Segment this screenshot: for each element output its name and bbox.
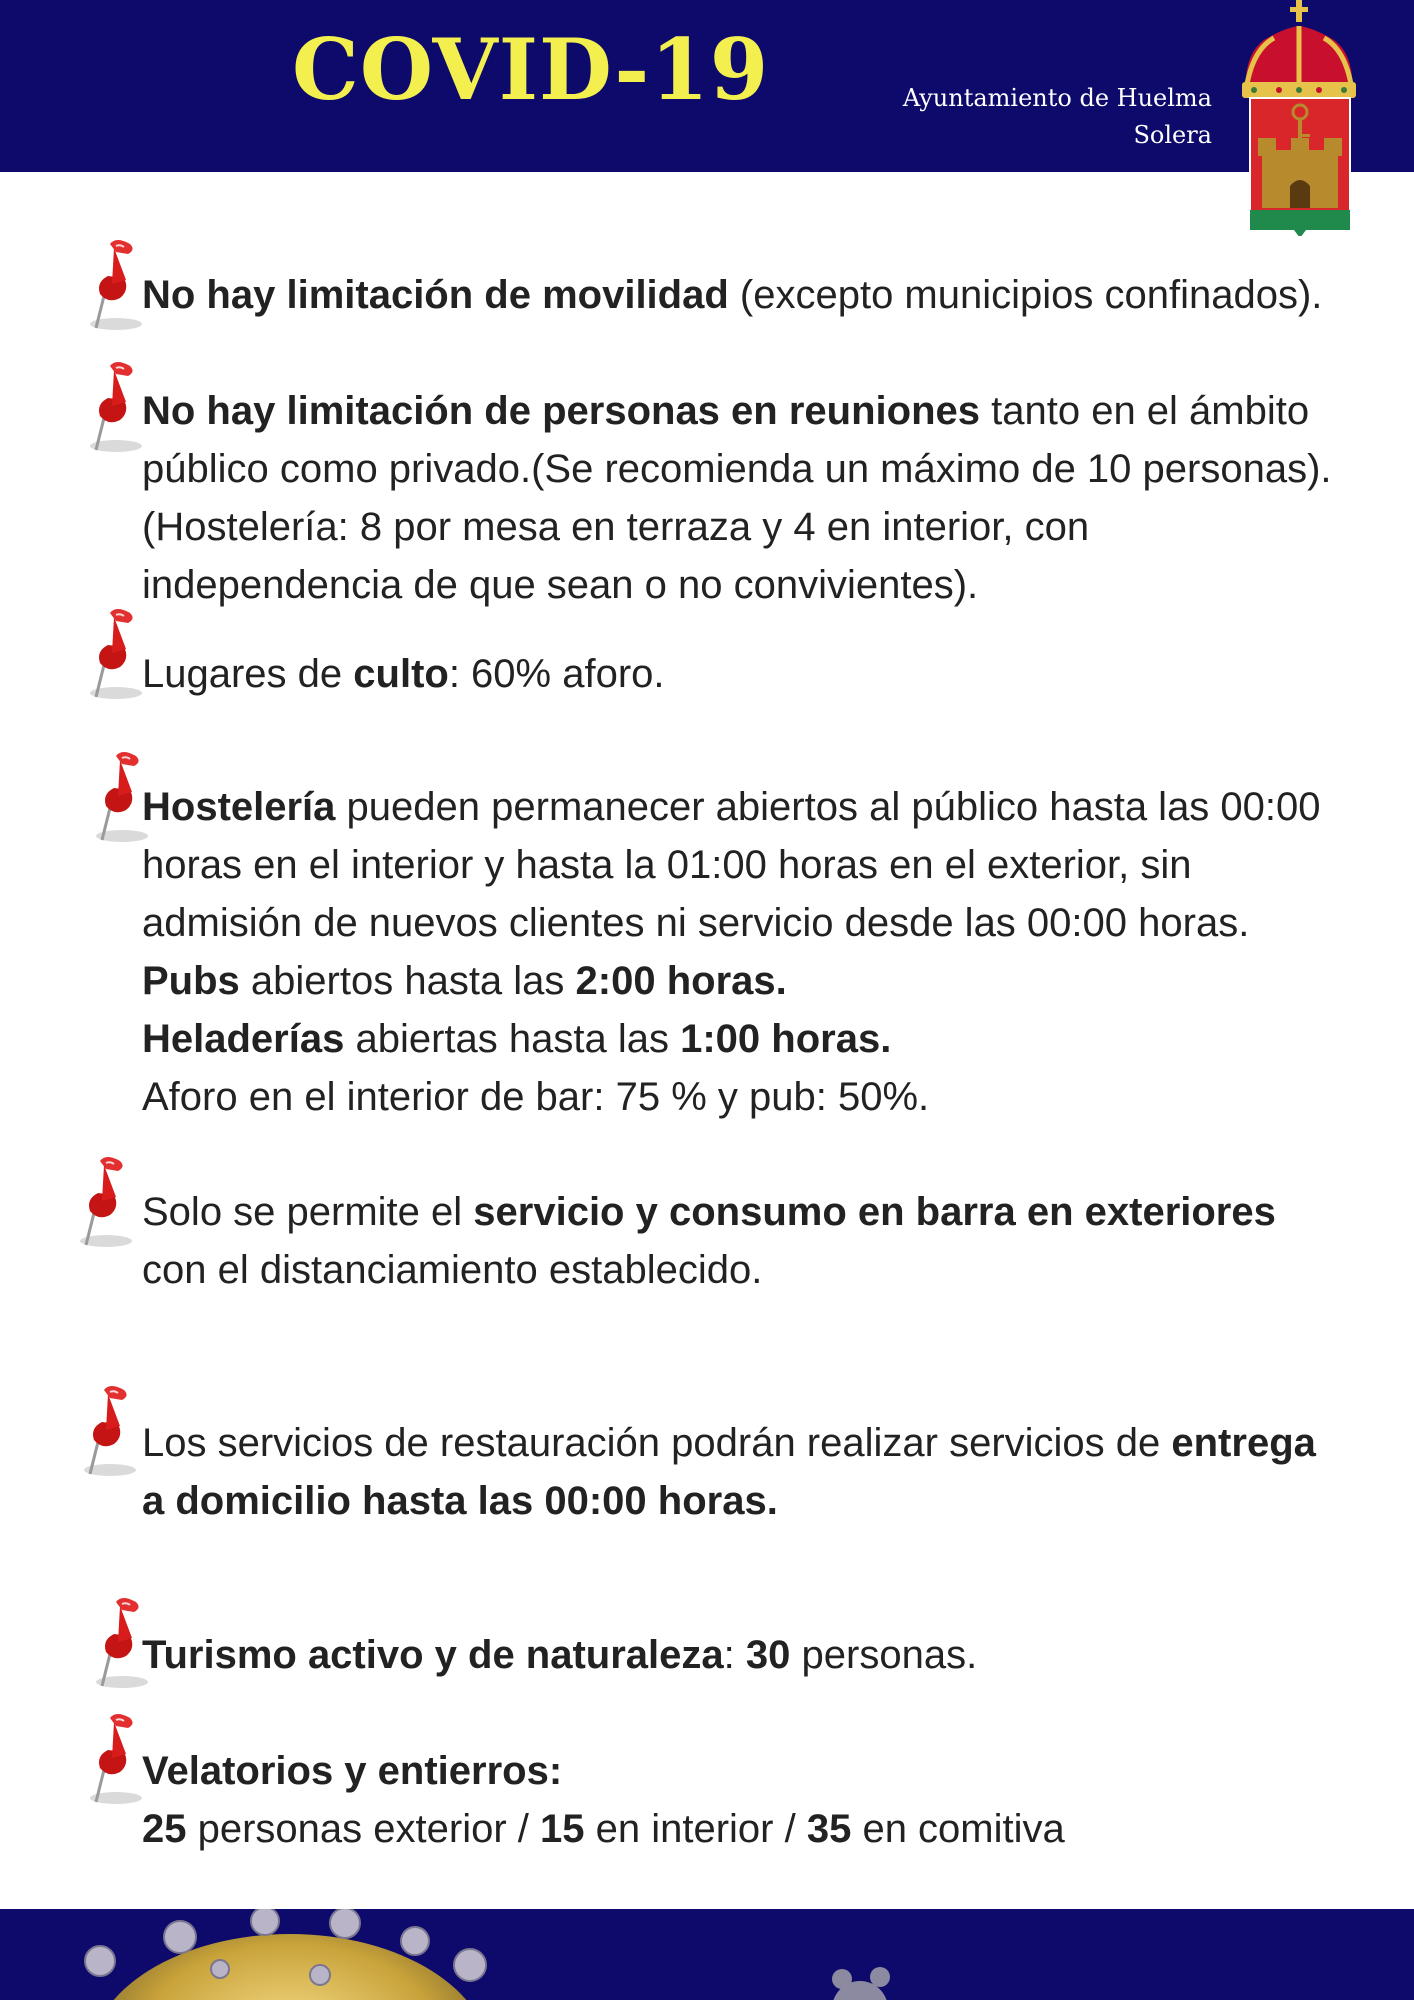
bold-text: Velatorios y entierros: — [142, 1749, 563, 1793]
municipality-name — [903, 80, 1212, 154]
measure-line — [142, 498, 1392, 556]
text: Lugares de — [142, 652, 354, 696]
text: (excepto municipios confinados). — [728, 273, 1323, 317]
text: Aforo en el interior de bar: 75 % y pub: 50%. — [142, 1075, 930, 1119]
text: : — [723, 1633, 746, 1677]
measure-line — [142, 1800, 1392, 1858]
pushpin-icon — [86, 360, 146, 456]
text: en interior / — [584, 1807, 807, 1851]
bold-text: Hostelería — [142, 785, 336, 829]
measure-line — [142, 952, 1392, 1010]
text: personas. — [790, 1633, 978, 1677]
page-title: COVID-19 — [292, 20, 770, 119]
measure-line — [142, 894, 1392, 952]
bold-text: No hay limitación de movilidad — [142, 273, 729, 317]
bold-text: Turismo activo y de naturaleza — [142, 1633, 724, 1677]
pushpin-icon — [86, 1712, 146, 1808]
virus-image — [0, 1909, 1414, 2000]
measure-item — [142, 1626, 1392, 1684]
measure-line — [142, 556, 1392, 614]
pushpin-icon — [76, 1155, 136, 1251]
text: tanto en el ámbito — [980, 389, 1310, 433]
header-banner — [0, 0, 1414, 172]
measure-line — [142, 1414, 1392, 1472]
bold-text: 25 — [142, 1807, 187, 1851]
text: en comitiva — [851, 1807, 1065, 1851]
bold-text: servicio y consumo en barra en exteriores — [473, 1190, 1276, 1234]
text: con el distanciamiento establecido. — [142, 1248, 763, 1292]
measure-line — [142, 1626, 1392, 1684]
footer-banner — [0, 1909, 1414, 2000]
measure-line — [142, 778, 1392, 836]
bold-text: 30 — [745, 1633, 791, 1677]
text: público como privado.(Se recomienda un máximo de 10 personas). — [142, 447, 1332, 491]
measure-line — [142, 1241, 1392, 1299]
text: pueden permanecer abiertos al público hasta las 00:00 — [335, 785, 1321, 829]
coat-of-arms-icon — [1234, 0, 1364, 236]
text: admisión de nuevos clientes ni servicio desde las 00:00 horas. — [142, 901, 1250, 945]
pushpin-icon — [86, 238, 146, 334]
bold-text: 35 — [806, 1807, 852, 1851]
measure-item — [142, 1183, 1392, 1299]
bold-text: Heladerías — [142, 1017, 345, 1061]
pushpin-icon — [80, 1384, 140, 1480]
measure-item — [142, 1742, 1392, 1858]
text: abiertas hasta las — [344, 1017, 681, 1061]
measure-item — [142, 645, 1392, 703]
measure-line — [142, 1472, 1392, 1530]
text: independencia de que sean o no convivientes). — [142, 563, 979, 607]
measure-line — [142, 440, 1392, 498]
measure-line — [142, 382, 1392, 440]
measure-line — [142, 836, 1392, 894]
text: horas en el interior y hasta la 01:00 horas en el exterior, sin — [142, 843, 1192, 887]
measure-line — [142, 645, 1392, 703]
text: Solo se permite el — [142, 1190, 474, 1234]
text: personas exterior / — [186, 1807, 540, 1851]
measure-line — [142, 1010, 1392, 1068]
measure-line — [142, 266, 1392, 324]
measure-item — [142, 382, 1392, 614]
bold-text: culto — [353, 652, 449, 696]
measure-line — [142, 1068, 1392, 1126]
bold-text: 1:00 horas. — [680, 1017, 892, 1061]
municipality-line-1: Ayuntamiento de Huelma — [902, 84, 1212, 112]
text: (Hostelería: 8 por mesa en terraza y 4 en interior, con — [142, 505, 1090, 549]
text: Los servicios de restauración podrán realizar servicios de — [142, 1421, 1172, 1465]
measure-item — [142, 778, 1392, 1126]
text: : 60% aforo. — [448, 652, 665, 696]
pushpin-icon — [86, 607, 146, 703]
bold-text: No hay limitación de personas en reuniones — [142, 389, 980, 433]
bold-text: entrega — [1171, 1421, 1316, 1465]
municipality-line-2: Solera — [1133, 121, 1212, 149]
bold-text: a domicilio hasta las 00:00 horas. — [142, 1479, 778, 1523]
bold-text: 2:00 horas. — [575, 959, 787, 1003]
measure-line — [142, 1183, 1392, 1241]
measure-item — [142, 266, 1392, 324]
measure-item — [142, 1414, 1392, 1530]
text: abiertos hasta las — [239, 959, 576, 1003]
bold-text: 15 — [540, 1807, 585, 1851]
measure-line — [142, 1742, 1392, 1800]
bold-text: Pubs — [142, 959, 240, 1003]
